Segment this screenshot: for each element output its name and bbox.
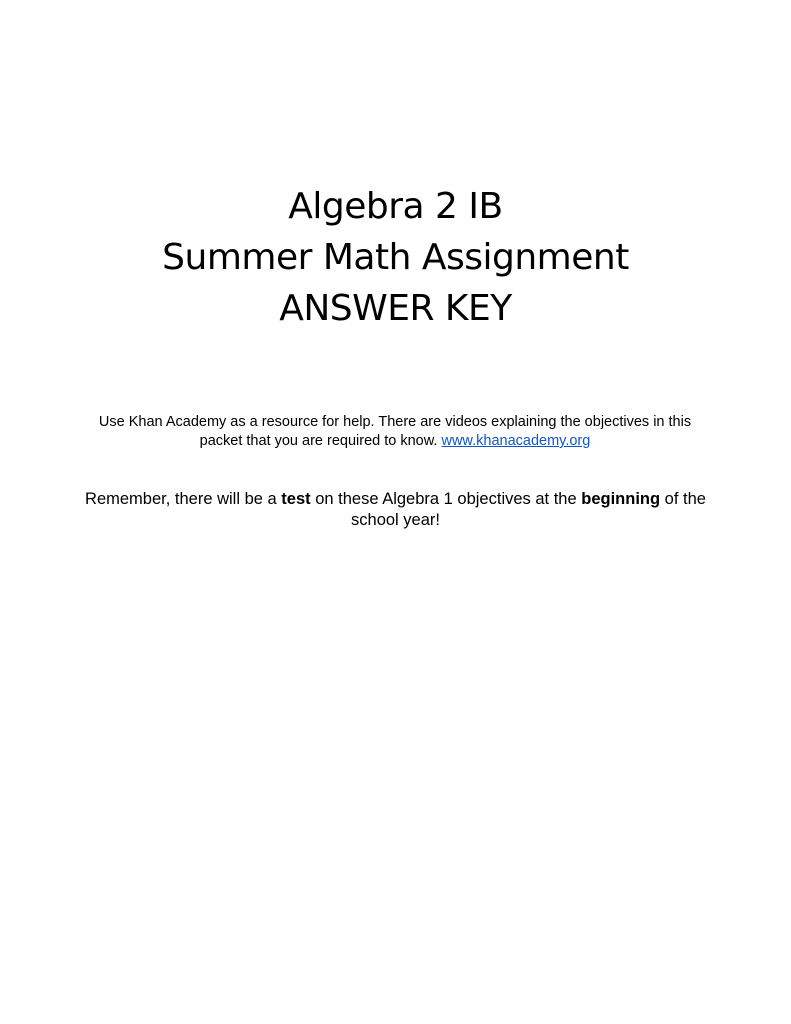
title-answer-key: ANSWER KEY: [279, 288, 512, 329]
test-reminder: [60, 489, 731, 531]
page-title: [0, 181, 791, 334]
title-assignment-name: Summer Math Assignment: [162, 237, 629, 278]
reminder-bold-test: test: [281, 490, 311, 508]
khan-academy-link[interactable]: www.khanacademy.org: [441, 433, 591, 449]
resource-note-text: Use Khan Academy as a resource for help. There are videos explaining the objectives in this packet that you are required to know.: [98, 414, 692, 449]
reminder-bold-beginning: beginning: [581, 490, 661, 508]
reminder-text-1: Remember, there will be a: [85, 490, 282, 508]
reminder-text-3: of the school year!: [351, 490, 706, 529]
title-course-name: Algebra 2 IB: [288, 186, 503, 227]
resource-note: [95, 413, 695, 451]
reminder-text-2: on these Algebra 1 objectives at the: [310, 490, 582, 508]
